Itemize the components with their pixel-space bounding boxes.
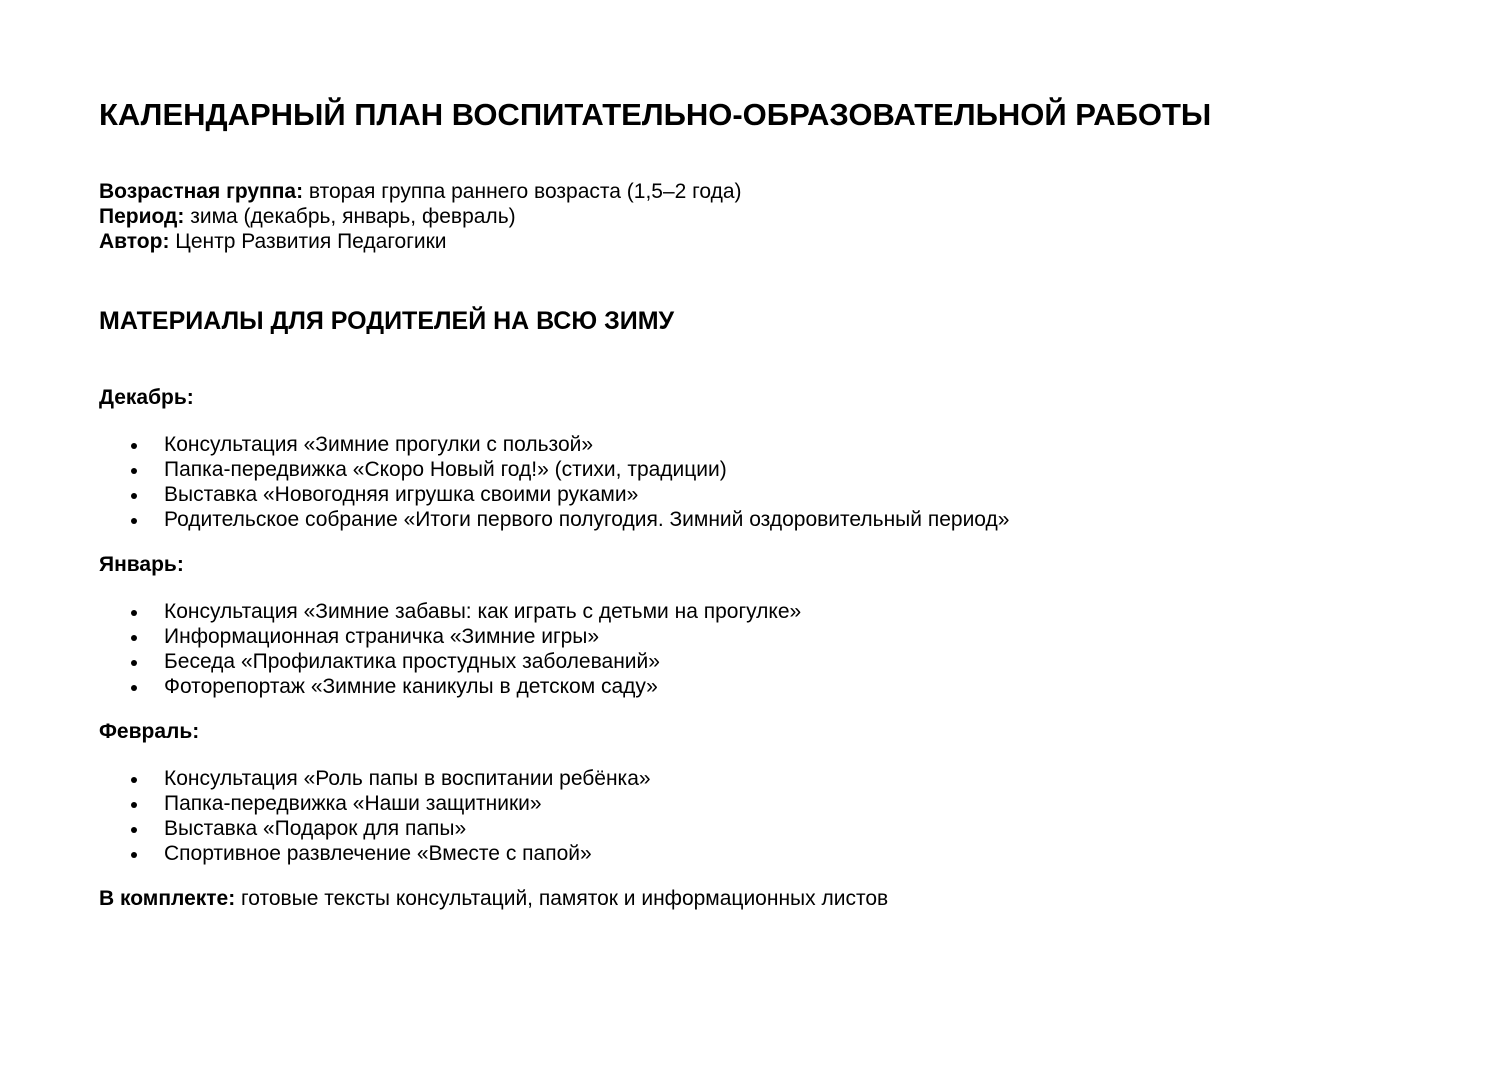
meta-author-value: Центр Развития Педагогики [169,230,447,253]
bullet-icon [131,827,137,833]
list-item [164,766,1410,791]
list-item-text: Информационная страничка «Зимние игры» [164,625,600,648]
list-item [164,457,1410,482]
document-title: КАЛЕНДАРНЫЙ ПЛАН ВОСПИТАТЕЛЬНО-ОБРАЗОВАТЕЛЬНОЙ РАБОТЫ [99,97,1212,132]
list-item-text: Спортивное развлечение «Вместе с папой» [164,842,592,865]
meta-period-value: зима (декабрь, январь, февраль) [184,205,516,228]
list-item [164,791,1410,816]
list-item-text: Папка-передвижка «Наши защитники» [164,792,542,815]
list-item [164,432,1410,457]
bullet-icon [131,518,137,524]
meta-period-label: Период: [99,205,185,228]
list-item-text: Выставка «Новогодняя игрушка своими руками» [164,483,639,506]
list-item-text: Родительское собрание «Итоги первого полугодия. Зимний оздоровительный период» [164,508,1010,531]
list-item-text: Беседа «Профилактика простудных заболеваний» [164,650,660,673]
bullet-icon [131,852,137,858]
bullet-icon [131,635,137,641]
section-title: МАТЕРИАЛЫ ДЛЯ РОДИТЕЛЕЙ НА ВСЮ ЗИМУ [99,307,675,335]
list-item-text: Выставка «Подарок для папы» [164,817,467,840]
meta-author-label: Автор: [99,230,170,253]
meta-age-group-value: вторая группа раннего возраста (1,5–2 года) [303,180,742,203]
list-item [164,482,1410,507]
month-list-january [99,599,1410,699]
list-item [164,841,1410,866]
month-list-february [99,766,1410,866]
list-item-text: Фоторепортаж «Зимние каникулы в детском саду» [164,675,658,698]
list-item-text: Консультация «Роль папы в воспитании ребёнка» [164,767,651,790]
list-item [164,507,1410,532]
kit-note [99,886,1410,911]
meta-period [99,204,1410,229]
list-item [164,674,1410,699]
bullet-icon [131,777,137,783]
bullet-icon [131,685,137,691]
bullet-icon [131,493,137,499]
bullet-icon [131,802,137,808]
list-item-text: Консультация «Зимние забавы: как играть с детьми на прогулке» [164,600,802,623]
kit-note-label: В комплекте: [99,887,236,910]
list-item [164,599,1410,624]
document-meta [99,179,1410,254]
list-item [164,816,1410,841]
list-item-text: Консультация «Зимние прогулки с пользой» [164,433,594,456]
meta-age-group-label: Возрастная группа: [99,180,304,203]
bullet-icon [131,443,137,449]
bullet-icon [131,468,137,474]
month-heading-february: Февраль: [99,720,200,743]
kit-note-value: готовые тексты консультаций, памяток и информационных листов [235,887,889,910]
bullet-icon [131,660,137,666]
list-item-text: Папка-передвижка «Скоро Новый год!» (стихи, традиции) [164,458,727,481]
meta-author [99,229,1410,254]
month-heading-january: Январь: [99,553,184,576]
list-item [164,624,1410,649]
meta-age-group [99,179,1410,204]
list-item [164,649,1410,674]
month-list-december [99,432,1410,532]
month-heading-december: Декабрь: [99,386,194,409]
bullet-icon [131,610,137,616]
